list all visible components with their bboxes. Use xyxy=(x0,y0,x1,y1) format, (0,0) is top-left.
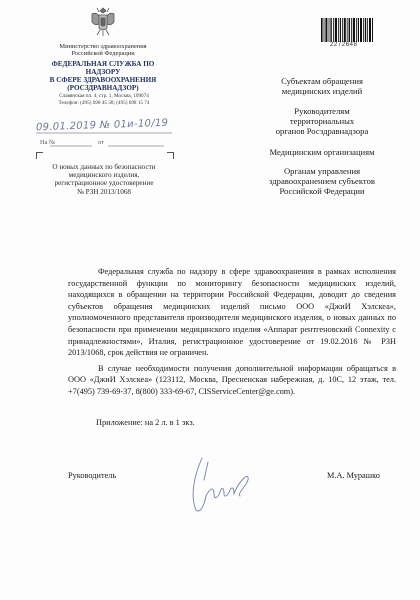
service-line: (РОСЗДРАВНАДЗОР) xyxy=(67,84,139,92)
signer-position: Руководитель xyxy=(68,471,117,480)
subject-line: регистрационное удостоверение xyxy=(54,179,154,188)
attachment-note: Приложение: на 2 л. в 1 экз. xyxy=(96,418,195,427)
bracket-left-corner xyxy=(36,152,43,159)
barcode xyxy=(321,18,373,42)
subject-line: № РЗН 2013/1068 xyxy=(76,187,132,196)
letter-subject xyxy=(44,163,164,196)
addressee-line: Субъектам обращения xyxy=(281,76,363,86)
bracket-right-corner xyxy=(167,152,174,159)
addressee-line: здравоохранением субъектов xyxy=(269,176,375,187)
address-line: Славянская пл. 4, стр. 1, Москва, 109074 xyxy=(59,93,149,99)
service-name xyxy=(36,60,170,92)
signer-name: М.А. Мурашко xyxy=(327,471,380,480)
addressee-block xyxy=(252,76,392,96)
addressee-line: Российской Федерации xyxy=(279,186,365,197)
addressee-line: органов Росздравнадзора xyxy=(275,126,369,137)
letter-body xyxy=(68,266,396,398)
reference-no-label: На № xyxy=(40,139,56,146)
reference-from-label: от xyxy=(98,139,104,146)
addressee-line: Руководителям xyxy=(294,106,350,116)
handwritten-signature xyxy=(184,448,262,518)
body-paragraph: В случае необходимости получения дополнительной информации обращаться в ООО «ДжиИ Хэлскеа» (123112, Москва, Пресненская набережная, д. 10С, 12 этаж, тел. +7(495) 739-69-37, 8(800) 333-69-67, CISServiceCenter@ge.com). xyxy=(68,363,396,396)
barcode-number: 2272648 xyxy=(330,42,358,48)
sender-address xyxy=(40,93,168,106)
addressee-line: медицинских изделий xyxy=(281,86,363,97)
addressee-line: территориальных xyxy=(289,116,355,127)
addressee-line: Медицинским организациям xyxy=(269,147,375,157)
service-line: В СФЕРЕ ЗДРАВООХРАНЕНИЯ xyxy=(49,76,157,84)
subject-line: медицинского изделия, xyxy=(68,171,140,180)
addressee-block xyxy=(252,106,392,137)
coat-of-arms-emblem xyxy=(88,4,118,38)
address-phone-line: Телефон: (495) 698 45 38; (495) 698 15 74 xyxy=(58,99,150,106)
addressee-block xyxy=(252,166,392,197)
ministry-line: Российской Федерации xyxy=(71,50,135,58)
ministry-line: Министерство здравоохранения xyxy=(59,43,147,50)
subject-line: О новых данных по безопасности xyxy=(52,163,156,171)
addressee-block xyxy=(252,147,392,157)
service-line: ФЕДЕРАЛЬНАЯ СЛУЖБА ПО НАДЗОРУ xyxy=(51,60,155,76)
ministry-name xyxy=(36,43,170,58)
handwritten-reference-number: 09.01.2019 № 01и-10/19 xyxy=(35,117,169,134)
body-paragraph: Федеральная служба по надзору в сфере здравоохранения в рамках исполнения государственной функции по мониторингу безопасности медицинских изделий, находящихся в обращении на территории Российской Федерации, доводит до сведения субъектов обращения медицинских изделий письмо ООО «ДжиИ Хэлскеа», уполномоченного представителя производителя медицинского изделия, о новых данных по безопасности при применении медицинского изделия «Аппарат рентгеновский Connexity с принадлежностями», Италия, регистрационное удостоверение от 19.02.2016 № РЗН 2013/1068, срок действия не ограничен. xyxy=(68,267,396,358)
addressee-line: Органам управления xyxy=(283,166,361,176)
